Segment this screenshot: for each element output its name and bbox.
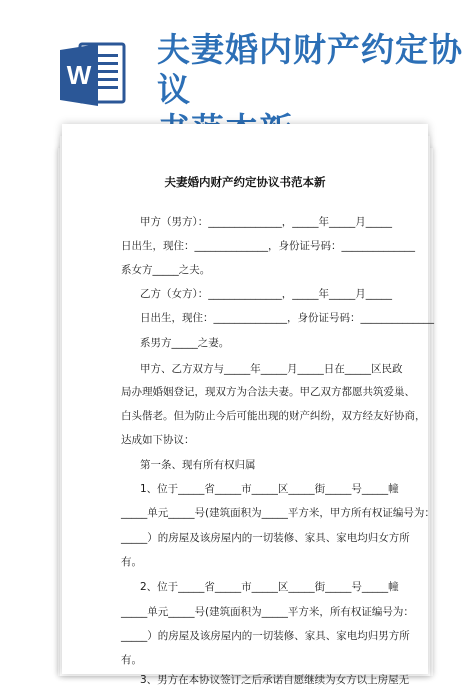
document-page (62, 124, 435, 686)
doc-line-item-2-end: 有。 (121, 654, 142, 666)
doc-line-item-1: 1、位于_____省_____市_____区_____街_____号_____幢 (140, 483, 399, 495)
doc-line-agreement-intro: 达成如下协议： (121, 434, 195, 446)
doc-line-party-b-relation: 系男方_____之妻。 (140, 337, 230, 349)
doc-line-agreement-purpose: 白头偕老。但为防止今后可能出现的财产纠纷，双方经友好协商， (121, 410, 426, 422)
doc-line-item-1-unit: _____单元_____号(建筑面积为_____平方米，甲方所有权证编号为： (121, 507, 435, 519)
doc-line-party-a-relation: 系女方_____之夫。 (121, 264, 211, 276)
doc-line-party-a: 甲方（男方）：______________，_____年_____月_____ (140, 216, 392, 228)
doc-line-item-3: 3、男方在本协议签订之后承诺自愿继续为女方以上房屋无 (140, 674, 410, 686)
doc-line-party-b: 乙方（女方）：______________，_____年_____月_____ (140, 288, 392, 300)
page-header (0, 0, 474, 108)
doc-line-item-2-contents: _____）的房屋及该房屋内的一切装修、家具、家电均归男方所 (121, 630, 410, 642)
doc-line-item-1-contents: _____）的房屋及该房屋内的一切装修、家具、家电均归女方所 (121, 532, 410, 544)
doc-line-item-1-end: 有。 (121, 556, 142, 568)
doc-line-party-b-address: 日出生，现住：______________，身份证号码：______________ (140, 312, 434, 324)
word-icon-letter: W (66, 60, 92, 90)
doc-line-marriage-registration: 甲方、乙方双方与_____年_____月_____日在_____区民政 (140, 363, 403, 375)
doc-line-item-2: 2、位于_____省_____市_____区_____街_____号_____幢 (140, 581, 399, 593)
doc-line-article-1: 第一条、现有所有权归属 (140, 459, 256, 471)
doc-line-party-a-address: 日出生，现住：______________，身份证号码：______________ (121, 240, 415, 252)
doc-line-marriage-status: 局办理婚姻登记，现双方为合法夫妻。甲乙双方都愿共筑爱巢、 (121, 386, 415, 398)
doc-line-item-2-unit: _____单元_____号(建筑面积为_____平方米，所有权证编号为： (121, 606, 414, 618)
page-title-line-1: 夫妻婚内财产约定协议 (157, 30, 463, 109)
document-title: 夫妻婚内财产约定协议书范本新 (164, 175, 326, 189)
word-document-icon (58, 40, 128, 110)
